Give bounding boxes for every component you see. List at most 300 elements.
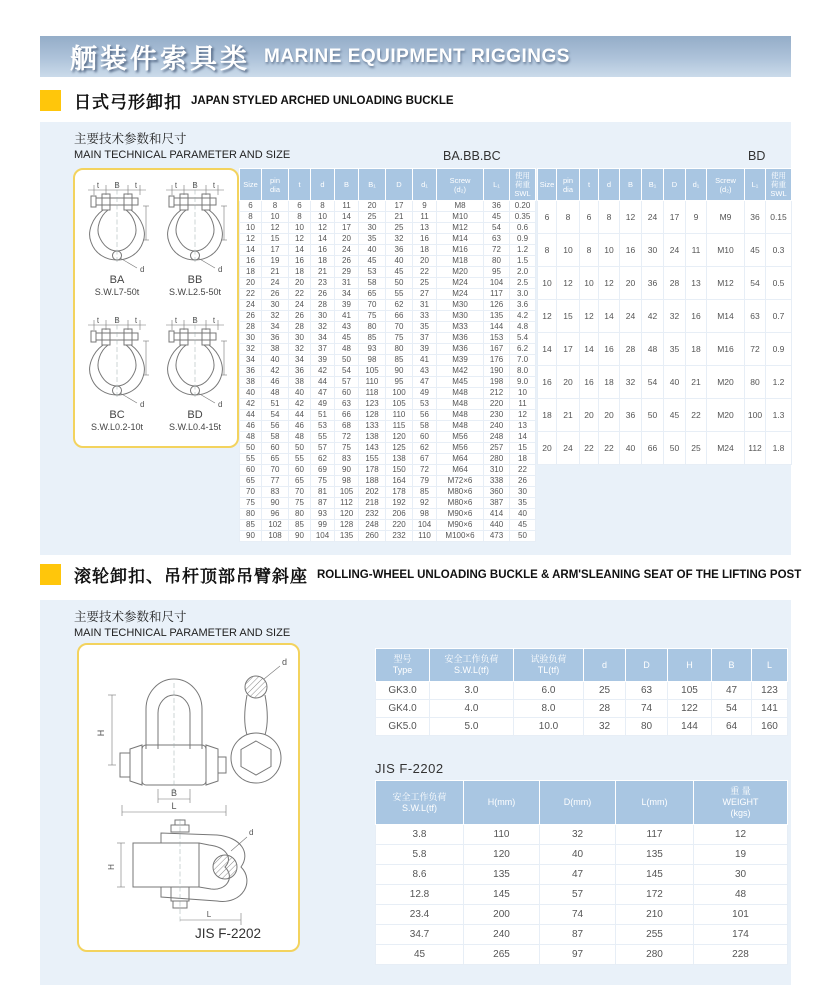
table-row [240, 300, 536, 311]
table-cell: 30 [311, 311, 335, 322]
table-cell: 32 [289, 344, 311, 355]
table-cell: 117 [616, 825, 694, 845]
table-cell: 85 [359, 333, 386, 344]
table-cell: 206 [386, 509, 413, 520]
table-cell: 6 [538, 201, 557, 234]
table-cell: 16 [580, 366, 599, 399]
table-cell: 25 [686, 432, 707, 465]
table-cell: 12 [557, 267, 580, 300]
table-cell: 74 [540, 905, 616, 925]
column-header: Size [538, 169, 557, 201]
table-cell: 41 [413, 355, 437, 366]
table-cell: 31 [335, 278, 359, 289]
table-cell: 10 [510, 388, 536, 399]
table-cell: 360 [484, 487, 510, 498]
parameter-label [74, 129, 290, 161]
table-cell: 55 [240, 454, 262, 465]
table-cell: 265 [464, 945, 540, 965]
section2-panel [40, 600, 791, 985]
table-cell: 45 [484, 212, 510, 223]
table-cell: 75 [289, 498, 311, 509]
table-cell: 45 [335, 333, 359, 344]
table-cell: 26 [510, 476, 536, 487]
column-header: pin dia [262, 169, 289, 201]
table-cell: 200 [464, 905, 540, 925]
column-header: L(mm) [616, 781, 694, 825]
table-row [240, 410, 536, 421]
table-cell: 102 [262, 520, 289, 531]
table-cell: 257 [484, 443, 510, 454]
table-cell: 1.2 [510, 245, 536, 256]
table-row [240, 432, 536, 443]
table-row [240, 421, 536, 432]
table-row [240, 399, 536, 410]
shackle-drawing-icon [158, 313, 232, 409]
table-cell: 49 [413, 388, 437, 399]
dim-label-h: H [107, 864, 116, 870]
table-cell: 143 [359, 443, 386, 454]
table-cell: 145 [616, 865, 694, 885]
table-cell: 190 [484, 366, 510, 377]
table-cell: 220 [484, 399, 510, 410]
table-cell: 18 [599, 366, 620, 399]
table-cell: 4.0 [430, 700, 514, 718]
table-cell: 4.2 [510, 311, 536, 322]
table-cell: 105 [386, 399, 413, 410]
table-cell: 8.0 [514, 700, 584, 718]
table-cell: M42 [437, 366, 484, 377]
figure-swl: S.W.L0.2-10t [90, 422, 144, 432]
table-cell: 6.0 [514, 682, 584, 700]
column-header: D [626, 649, 668, 682]
table-row [376, 945, 788, 965]
table-cell: 26 [289, 311, 311, 322]
table-cell: 90 [335, 465, 359, 476]
table-row [240, 465, 536, 476]
table-cell: 37 [413, 333, 437, 344]
table-cell: 63 [626, 682, 668, 700]
table-cell: 80 [359, 322, 386, 333]
table-cell: 16 [538, 366, 557, 399]
table-cell: 10 [599, 234, 620, 267]
table-cell: 72 [335, 432, 359, 443]
table-cell: 172 [616, 885, 694, 905]
column-header: pin dia [557, 169, 580, 201]
table-cell: 54 [642, 366, 664, 399]
dim-label-l: L [171, 801, 177, 811]
table-cell: 230 [484, 410, 510, 421]
table-cell: 8 [240, 212, 262, 223]
table-cell: 70 [386, 322, 413, 333]
shackle-figure-bd [156, 313, 234, 444]
section1-panel [40, 122, 791, 555]
table-cell: 83 [262, 487, 289, 498]
table-cell: 65 [359, 289, 386, 300]
table-cell: 67 [413, 454, 437, 465]
table-cell: 16 [311, 245, 335, 256]
table-cell: 28 [620, 333, 642, 366]
page-banner [40, 36, 791, 77]
table-cell: 8 [580, 234, 599, 267]
table-cell: 54 [335, 366, 359, 377]
table-cell: 46 [289, 421, 311, 432]
table-cell: 155 [359, 454, 386, 465]
table-cell: M12 [437, 223, 484, 234]
table-cell: 42 [262, 366, 289, 377]
table-cell: 47 [311, 388, 335, 399]
table-cell: 95 [484, 267, 510, 278]
table-cell: 80 [626, 718, 668, 736]
table-row [376, 865, 788, 885]
column-header: 安全工作负荷 S.W.L(tf) [430, 649, 514, 682]
column-header: t [580, 169, 599, 201]
table-cell: 8 [311, 201, 335, 212]
table-cell: 48 [289, 432, 311, 443]
table-cell: 128 [335, 520, 359, 531]
table-cell: 104 [413, 520, 437, 531]
table-cell: M100×6 [437, 531, 484, 542]
column-header: D(mm) [540, 781, 616, 825]
table-cell: 45 [376, 945, 464, 965]
column-header: H(mm) [464, 781, 540, 825]
table-cell: 15 [557, 300, 580, 333]
table-cell: 58 [413, 421, 437, 432]
table-cell: 32 [620, 366, 642, 399]
table-cell: 40 [540, 845, 616, 865]
figure-code: BA [109, 274, 125, 286]
figure-code: BD [187, 409, 203, 421]
section1-heading [40, 88, 454, 113]
arm-seat-drawing-icon [91, 817, 291, 935]
dim-label-d: d [282, 657, 288, 667]
table-cell: 128 [359, 410, 386, 421]
table-cell: 135 [464, 865, 540, 885]
table-cell: 36 [289, 366, 311, 377]
table-cell: 16 [413, 234, 437, 245]
table-cell: 90 [289, 531, 311, 542]
table-cell: 248 [359, 520, 386, 531]
table-cell: 60 [413, 432, 437, 443]
table-cell: 90 [386, 366, 413, 377]
table-cell: 18 [510, 454, 536, 465]
table-cell: 25 [359, 212, 386, 223]
table-cell: 1.5 [510, 256, 536, 267]
table-cell: 70 [262, 465, 289, 476]
table-cell: 47 [413, 377, 437, 388]
table-cell: 178 [386, 487, 413, 498]
table-cell: 98 [359, 355, 386, 366]
table-cell: 46 [240, 421, 262, 432]
column-header: Size [240, 169, 262, 201]
table-cell: 26 [335, 256, 359, 267]
table-cell: 72 [745, 333, 766, 366]
table-cell: 112 [745, 432, 766, 465]
table-cell: 248 [484, 432, 510, 443]
table-cell: 10 [557, 234, 580, 267]
table-cell: M24 [437, 289, 484, 300]
column-header: D [664, 169, 686, 201]
table-cell: 34 [262, 322, 289, 333]
table-babbbc [239, 168, 536, 542]
table-cell: 1.3 [766, 399, 792, 432]
table-cell: 30 [262, 300, 289, 311]
table-cell: 72 [413, 465, 437, 476]
table-cell: 63 [484, 234, 510, 245]
table-cell: 28 [584, 700, 626, 718]
table-row [240, 333, 536, 344]
table-cell: M10 [707, 234, 745, 267]
table-cell: M80×6 [437, 498, 484, 509]
table-cell: 30 [359, 223, 386, 234]
table-cell: 99 [311, 520, 335, 531]
table-cell: 30 [289, 333, 311, 344]
table-cell: 51 [311, 410, 335, 421]
section2-title-en: ROLLING-WHEEL UNLOADING BUCKLE & ARM'SLEANING SEAT OF THE LIFTING POST [317, 568, 802, 581]
table-row [240, 520, 536, 531]
column-header: 重 量 WEIGHT (kgs) [694, 781, 788, 825]
table-cell: 29 [335, 267, 359, 278]
table-cell: 12 [262, 223, 289, 234]
table-cell: 75 [240, 498, 262, 509]
table-cell: 60 [289, 465, 311, 476]
table-cell: 117 [484, 289, 510, 300]
table-cell: 9.0 [510, 377, 536, 388]
table-cell: 77 [262, 476, 289, 487]
table-cell: 6 [289, 201, 311, 212]
table-cell: 36 [642, 267, 664, 300]
table-cell: 21 [557, 399, 580, 432]
table-cell: 43 [413, 366, 437, 377]
table-cell: 70 [359, 300, 386, 311]
table-row [240, 454, 536, 465]
table-cell: 21 [311, 267, 335, 278]
banner-title-zh: 舾装件索具类 [70, 44, 250, 74]
table-cell: 38 [262, 344, 289, 355]
table-cell: 92 [413, 498, 437, 509]
table-cell: 387 [484, 498, 510, 509]
table-cell: 81 [311, 487, 335, 498]
table-cell: 85 [240, 520, 262, 531]
table-row [376, 845, 788, 865]
table-row [240, 498, 536, 509]
table-cell: 90 [240, 531, 262, 542]
table-row [240, 212, 536, 223]
table-cell: 17 [664, 201, 686, 234]
table-cell: M64 [437, 465, 484, 476]
table-cell: 108 [262, 531, 289, 542]
table-cell: 55 [311, 432, 335, 443]
table-cell: 14 [580, 333, 599, 366]
table-row [240, 487, 536, 498]
table-cell: 62 [413, 443, 437, 454]
table-cell: M14 [437, 234, 484, 245]
rolling-wheel-diagram-box [77, 643, 300, 952]
table-cell: 45 [386, 267, 413, 278]
table-cell: 35 [510, 498, 536, 509]
table-cell: 36 [484, 201, 510, 212]
table-cell: 32 [664, 300, 686, 333]
table-cell: M12 [707, 267, 745, 300]
table-cell: 20 [413, 256, 437, 267]
table-cell: 123 [752, 682, 788, 700]
table-cell: 5.4 [510, 333, 536, 344]
table-cell: 110 [413, 531, 437, 542]
shackle-figure-bc [78, 313, 156, 444]
table-cell: M45 [437, 377, 484, 388]
table-row [376, 700, 788, 718]
table-cell: 240 [464, 925, 540, 945]
section2-title-zh: 滚轮卸扣、吊杆顶部吊臂斜座 [74, 567, 308, 586]
table-cell: 0.35 [510, 212, 536, 223]
table-cell: 22 [413, 267, 437, 278]
table-cell: 240 [484, 421, 510, 432]
table-cell: 228 [694, 945, 788, 965]
table-cell: 12 [620, 201, 642, 234]
table-cell: 95 [386, 377, 413, 388]
column-header: d [599, 169, 620, 201]
table-cell: 44 [311, 377, 335, 388]
table-cell: 48 [335, 344, 359, 355]
table-cell: 39 [335, 300, 359, 311]
table-cell: 54 [262, 410, 289, 421]
table-cell: 8 [538, 234, 557, 267]
table-row [240, 245, 536, 256]
table-cell: 17 [335, 223, 359, 234]
table-cell: 28 [289, 322, 311, 333]
table-cell: 210 [616, 905, 694, 925]
table-cell: 414 [484, 509, 510, 520]
shackle-diagram-box [73, 168, 239, 448]
table-cell: 153 [484, 333, 510, 344]
table-cell: 105 [335, 487, 359, 498]
table-cell: 10 [240, 223, 262, 234]
table-cell: 36 [620, 399, 642, 432]
column-header: B₁ [359, 169, 386, 201]
diagram-caption: JIS F-2202 [195, 926, 262, 941]
table-cell: 20 [335, 234, 359, 245]
table-cell: 3.6 [510, 300, 536, 311]
parameter-label-zh: 主要技术参数和尺寸 [74, 132, 187, 146]
table-cell: 35 [413, 322, 437, 333]
table-cell: 40 [359, 245, 386, 256]
column-header: d₁ [686, 169, 707, 201]
table-cell: 104 [484, 278, 510, 289]
table-cell: 50 [240, 443, 262, 454]
table-cell: 96 [262, 509, 289, 520]
table-cell: 53 [413, 399, 437, 410]
table-cell: 10 [311, 212, 335, 223]
table-cell: 1.2 [766, 366, 792, 399]
table-cell: 53 [311, 421, 335, 432]
column-header: L₁ [484, 169, 510, 201]
table-cell: 57 [540, 885, 616, 905]
table-cell: GK5.0 [376, 718, 430, 736]
table-cell: 255 [616, 925, 694, 945]
yellow-square-bullet-icon [40, 90, 61, 111]
table-cell: 32 [262, 311, 289, 322]
table-cell: 260 [359, 531, 386, 542]
table-cell: 83 [335, 454, 359, 465]
table-cell: 21 [386, 212, 413, 223]
table-cell: 36 [240, 366, 262, 377]
table-cell: 34 [311, 333, 335, 344]
jis-table-label: JIS F-2202 [375, 761, 444, 776]
table-cell: 144 [668, 718, 712, 736]
table-cell: 70 [240, 487, 262, 498]
table-cell: 32 [311, 322, 335, 333]
table-cell: 48 [262, 388, 289, 399]
table-row [240, 443, 536, 454]
table-cell: 24 [240, 300, 262, 311]
table-row [240, 355, 536, 366]
table-row [538, 234, 792, 267]
table-cell: 160 [752, 718, 788, 736]
table-cell: M20 [437, 267, 484, 278]
table-cell: 21 [262, 267, 289, 278]
table-cell: 0.9 [766, 333, 792, 366]
table-cell: 3.0 [430, 682, 514, 700]
table-cell: M48 [437, 399, 484, 410]
table-cell: 31 [413, 300, 437, 311]
table-cell: 21 [686, 366, 707, 399]
table-cell: 50 [664, 432, 686, 465]
table-cell: 42 [311, 366, 335, 377]
table-cell: 58 [359, 278, 386, 289]
column-header: B [335, 169, 359, 201]
table-cell: 138 [359, 432, 386, 443]
table-row [376, 885, 788, 905]
table-cell: 45 [510, 520, 536, 531]
table-cell: 18 [240, 267, 262, 278]
table-cell: 3.8 [376, 825, 464, 845]
table-cell: 2.0 [510, 267, 536, 278]
table-cell: M30 [437, 311, 484, 322]
table-cell: 54 [712, 700, 752, 718]
table-cell: 50 [289, 443, 311, 454]
table-cell: 22 [686, 399, 707, 432]
table-cell: 12 [240, 234, 262, 245]
table-cell: 0.5 [766, 267, 792, 300]
figure-code: BB [187, 274, 203, 286]
table-cell: M39 [437, 355, 484, 366]
table-cell: 46 [262, 377, 289, 388]
table-babbbc-caption: BA.BB.BC [443, 149, 501, 163]
table-cell: M8 [437, 201, 484, 212]
table-row [376, 718, 788, 736]
table-cell: 280 [616, 945, 694, 965]
table-cell: 6.2 [510, 344, 536, 355]
column-header: B [620, 169, 642, 201]
table-cell: 141 [752, 700, 788, 718]
table-cell: 11 [686, 234, 707, 267]
table-cell: 24 [642, 201, 664, 234]
table-cell: 138 [386, 454, 413, 465]
table-row [240, 201, 536, 212]
table-cell: 47 [540, 865, 616, 885]
table-cell: M64 [437, 454, 484, 465]
column-header: L [752, 649, 788, 682]
table-cell: 9 [686, 201, 707, 234]
table-cell: 4.8 [510, 322, 536, 333]
table-cell: 6 [240, 201, 262, 212]
table-cell: M72×6 [437, 476, 484, 487]
table-cell: 28 [311, 300, 335, 311]
table-cell: 49 [311, 399, 335, 410]
table-cell: 122 [668, 700, 712, 718]
d-shackle-drawing-icon [84, 653, 294, 818]
table-cell: 48 [642, 333, 664, 366]
table-cell: M33 [437, 322, 484, 333]
